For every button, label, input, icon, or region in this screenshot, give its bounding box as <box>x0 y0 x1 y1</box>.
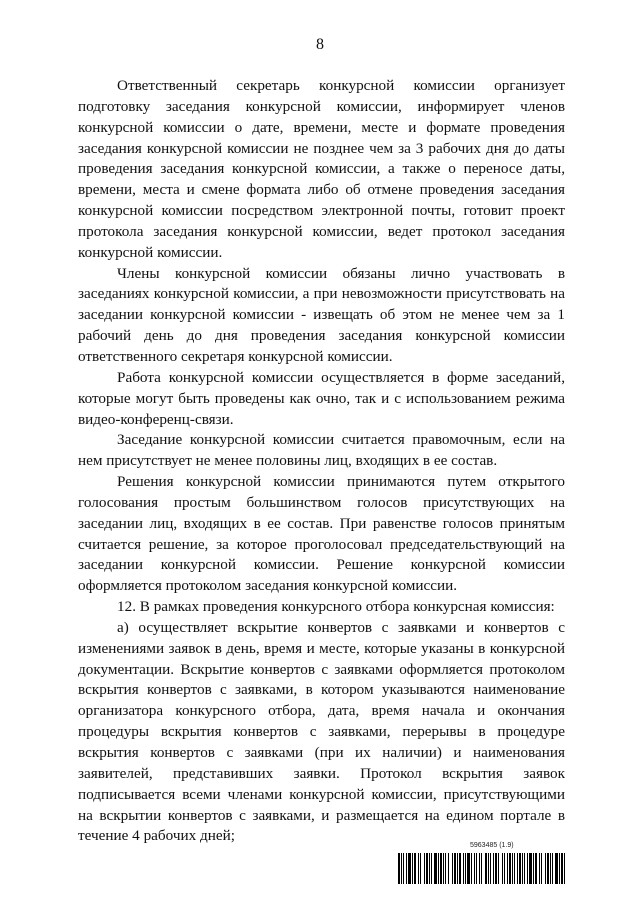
paragraph-quorum: Заседание конкурсной комиссии считается правомочным, если на нем присутствует не менее половины лиц, входящих в ее состав. <box>78 431 565 470</box>
page-number: 8 <box>316 36 324 53</box>
barcode-bars <box>398 853 566 884</box>
paragraph-secretary-duties: Ответственный секретарь конкурсной комиссии организует подготовку заседания конкурсной комиссии, информирует членов конкурсной комиссии о дате, времени, месте и формате проведения заседания конкурсной комиссии не позднее чем за 3 рабочих дня до даты проведения заседания конкурсной комиссии, а также о переносе даты, времени, места и смене формата либо об отмене проведения заседания конкурсной комиссии посредством электронной почты, готовит проект протокола заседания конкурсной комиссии, ведет протокол заседания конкурсной комиссии. <box>78 77 565 261</box>
paragraph-item-12a: а) осуществляет вскрытие конвертов с заявками и конвертов с изменениями заявок в день, время и месте, которые указаны в конкурсной документации. Вскрытие конвертов с заявками оформляется протоколом вскрытия конвертов с заявками, в котором указываются наименование организатора конкурсного отбора, дата, время начала и окончания процедуры вскрытия конвертов с заявками, перерывы в процедуре вскрытия конвертов с заявками (при их наличии) и наименования заявителей, представивших заявки. Протокол вскрытия заявок подписывается всеми членами конкурсной комиссии, присутствующими на вскрытии конвертов с заявками, и размещается на едином портале в течение 4 рабочих дней; <box>78 618 565 845</box>
paragraph-item-12: 12. В рамках проведения конкурсного отбора конкурсная комиссия: <box>117 598 555 616</box>
barcode-bar <box>565 853 566 884</box>
paragraph-member-attendance: Члены конкурсной комиссии обязаны лично участвовать в заседаниях конкурсной комиссии, а при невозможности присутствовать на заседании конкурсной комиссии - извещать об этом не менее чем за 1 рабочий день до дня проведения заседания конкурсной комиссии ответственного секретаря конкурсной комиссии. <box>78 264 565 365</box>
paragraph-meeting-format: Работа конкурсной комиссии осуществляется в форме заседаний, которые могут быть проведены как очно, так и с использованием режима видео-конференц-связи. <box>78 368 565 428</box>
document-body <box>78 76 565 847</box>
barcode-label: 5963485 (1.9) <box>470 842 514 849</box>
barcode <box>398 842 566 886</box>
paragraph-decisions: Решения конкурсной комиссии принимаются путем открытого голосования простым большинством голосов присутствующих на заседании лиц, входящих в ее состав. При равенстве голосов принятым считается решение, за которое проголосовал председательствующий на заседании конкурсной комиссии. Решение конкурсной комиссии оформляется протоколом заседания конкурсной комиссии. <box>78 473 565 595</box>
